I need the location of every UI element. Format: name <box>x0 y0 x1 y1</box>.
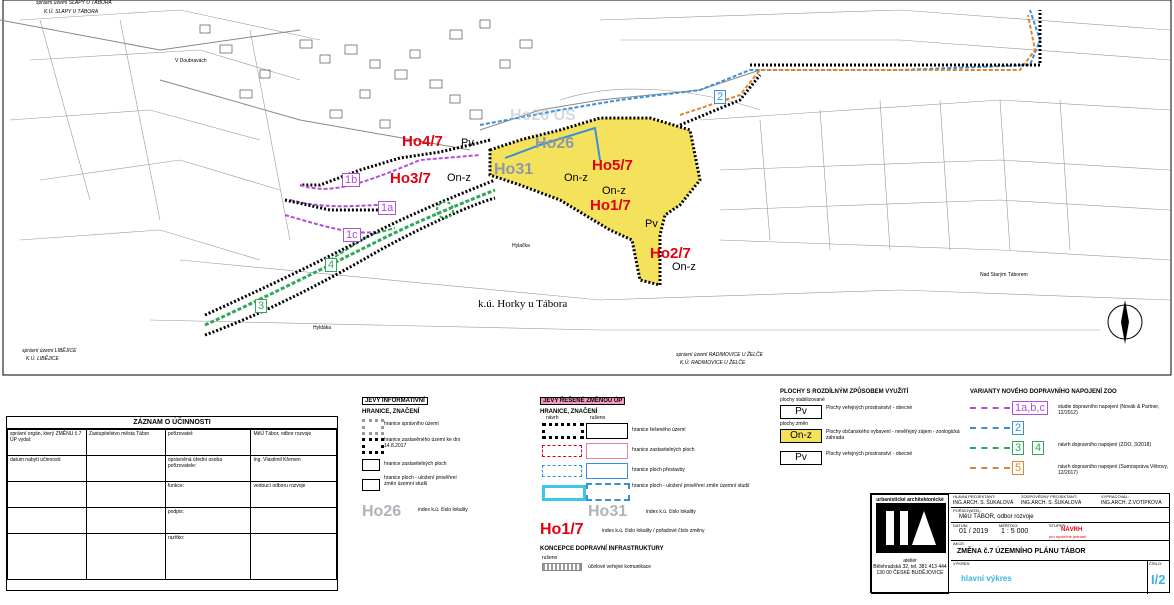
record-cell <box>251 534 337 580</box>
vykres: hlavní výkres <box>961 574 1012 583</box>
record-cell: datum nabytí účinnosti: <box>8 456 87 482</box>
badge-4: 4 <box>325 258 337 272</box>
place-hyldaka: Hyldáka <box>313 325 332 331</box>
firm-name: urbanistické architektonické <box>876 497 944 503</box>
h-datum: DATUM: <box>953 523 969 528</box>
legend-index-sample: Ho26 <box>362 503 402 520</box>
badge-1a: 1a <box>378 201 396 215</box>
legend-item: hranice zastavěného území ke dni 14.8.2017 <box>384 437 460 449</box>
legend-badge-3: 3 <box>1012 441 1024 455</box>
record-row <box>8 508 337 534</box>
record-cell: funkce: <box>165 482 251 508</box>
legend-infra-title: KONCEPCE DOPRAVNÍ INFRASTRUKTURY <box>540 546 664 552</box>
h-vykres: VÝKRES: <box>953 561 971 566</box>
record-cell <box>8 508 87 534</box>
use-code-onz: On-z <box>780 429 822 443</box>
legend-swatch <box>542 563 582 571</box>
badge-2: 2 <box>714 90 726 104</box>
legend-swatch <box>362 459 380 471</box>
h-zodp: ZODPOVĚDNÝ PROJEKTANT: <box>1021 494 1077 499</box>
locality-ho31: Ho31 <box>494 161 534 178</box>
legend-swatch <box>970 427 1010 429</box>
legend-swatch <box>970 467 1010 469</box>
akce: ZMĚNA č.7 ÚZEMNÍHO PLÁNU TÁBOR <box>957 548 1086 555</box>
firm-logo-icon <box>876 503 946 553</box>
record-cell: správní orgán, který ZMĚNU č.7 ÚP vydal: <box>8 430 87 456</box>
use-onz-1: On-z <box>447 172 471 184</box>
record-cell <box>8 482 87 508</box>
record-cell: MěÚ Tábor, odbor rozvoje <box>251 430 337 456</box>
legend-swatch <box>586 463 628 479</box>
record-row <box>8 456 337 482</box>
record-cell <box>86 534 165 580</box>
legend-index-sample-2: Ho31 <box>588 503 628 520</box>
legend-uses-title: PLOCHY S ROZDÍLNÝM ZPŮSOBEM VYUŽITÍ <box>780 389 909 395</box>
locality-ho2: Ho2/7 <box>650 245 691 262</box>
variant-text: studie dopravního napojení (Novák & Partner, 12/2012) <box>1058 404 1160 416</box>
firm-logo-box <box>871 494 949 594</box>
stupen-sub: pro společné jednání <box>1049 534 1087 539</box>
variant-5-line <box>680 15 1035 115</box>
label-slapy-top: správní území SLAPY U TÁBORA <box>36 0 112 6</box>
legend-swatch <box>970 407 1010 409</box>
cislo: I/2 <box>1151 572 1166 587</box>
legend-badge-4: 4 <box>1032 441 1044 455</box>
variant-1c-line <box>285 215 375 233</box>
legend-infra-sub: rušeno <box>542 555 558 561</box>
legend-info-title: JEVY INFORMATIVNÍ <box>362 397 428 405</box>
record-row <box>8 482 337 508</box>
legend-change-sample: Ho1/7 <box>540 521 584 538</box>
record-cell <box>86 482 165 508</box>
zodp: ING.ARCH. S. ŠUKALOVÁ <box>1021 500 1082 506</box>
legend-swatch <box>586 483 630 501</box>
variant-text: návrh dopravního napojení (Samospráva Větrovy, 12/2017) <box>1058 464 1168 476</box>
use-text: Plochy veřejných prostranství - obecné <box>826 405 913 411</box>
stupen: NÁVRH <box>1061 527 1083 533</box>
h-porizovatel: POŘIZOVATEL: <box>953 508 982 513</box>
record-cell: pořizovatel: <box>165 430 251 456</box>
legend-change-title: JEVY ŘEŠENÉ ZMĚNOU ÚP <box>540 397 625 405</box>
porizovatel: MěÚ TÁBOR, odbor rozvoje <box>959 514 1034 520</box>
record-title: ZÁZNAM O ÚČINNOSTI <box>7 417 337 429</box>
locality-ho5: Ho5/7 <box>592 157 633 174</box>
road-boundary-top <box>205 180 495 315</box>
label-radimovice-bottom: K.Ú. RADIMOVICE U ŽELČE <box>680 360 746 366</box>
locality-ho3: Ho3/7 <box>390 170 431 187</box>
firm-studio: ateliér <box>903 558 917 564</box>
variant-text: návrh dopravního napojení (ZOO, 3/2018) <box>1058 442 1152 448</box>
record-cell: Zastupitelstvo města Tábor <box>86 430 165 456</box>
use-text: Plochy veřejných prostranství - obecné <box>826 451 913 457</box>
north-arrow-icon <box>1108 300 1142 344</box>
record-cell <box>86 456 165 482</box>
legend-index-text-2: index k.ú. číslo lokality <box>646 509 696 515</box>
legend-infra-item: účelové veřejné komunikace <box>588 564 652 570</box>
label-libejice-top: správní území LIBĚJICE <box>22 348 77 354</box>
label-radimovice-top: správní území RADIMOVICE U ŽELČE <box>676 352 763 358</box>
record-cell <box>251 508 337 534</box>
place-hylacka: Hylačka <box>512 243 530 249</box>
use-onz-4: On-z <box>672 261 696 273</box>
projektant: ING.ARCH. S. ŠUKALOVÁ <box>953 500 1014 506</box>
use-pv-1: Pv <box>461 137 474 149</box>
legend-item: hranice zastavitelných ploch <box>384 461 447 467</box>
legend-variants-title: VARIANTY NOVÉHO DOPRAVNÍHO NAPOJENÍ ZOO <box>970 389 1117 395</box>
legend-item: hranice ploch - uložení prověření změn územní studií <box>632 483 750 489</box>
legend-info <box>362 389 532 525</box>
record-cell: Ing. Vlastimil Křemen <box>251 456 337 482</box>
legend-swatch <box>542 485 586 501</box>
legend-swatch <box>970 447 1010 449</box>
legend-item: hranice ploch - uložení prověření změn územní studií <box>384 475 457 487</box>
legend-uses <box>780 389 970 485</box>
legend-uses-change: plochy změn <box>780 421 809 427</box>
locality-ho26-faded: Ho26 US <box>510 107 576 124</box>
badge-1c: 1c <box>343 228 361 242</box>
use-pv-2: Pv <box>645 218 658 230</box>
h-projektant: HLAVNÍ PROJEKTANT: <box>953 494 996 499</box>
locality-ho1: Ho1/7 <box>590 197 631 214</box>
record-cell: vedoucí odboru rozvoje <box>251 482 337 508</box>
firm-address: Bělehradská 32, tel. 381 413 444 130 00 ČESKÉ BUDĚJOVICE <box>873 564 947 576</box>
vypracoval: ING.ARCH. Z.VOTÍPKOVÁ <box>1101 500 1162 506</box>
legend-col-cancel: rušeno <box>590 415 606 421</box>
legend-item: hranice správního území <box>384 421 439 427</box>
title-block <box>870 493 1170 593</box>
locality-ho4: Ho4/7 <box>402 133 443 150</box>
legend-swatch <box>586 443 628 459</box>
record-cell: oprávněná úřední osoba pořizovatele: <box>165 456 251 482</box>
divider <box>951 507 1169 508</box>
use-code-pv: Pv <box>780 405 822 419</box>
use-text: Plochy občanského vybavení - nevěřejný zájem - zoologická zahrada <box>826 429 960 441</box>
record-cell: podpis: <box>165 508 251 534</box>
divider <box>951 540 1169 541</box>
variant-3-line <box>205 190 495 325</box>
legend-change-text: index k.ú. číslo lokality / pořadové číslo změny <box>602 528 705 534</box>
legend-item: hranice ploch přestavby <box>632 467 685 473</box>
meritko: 1 : 5 000 <box>1001 528 1029 535</box>
legend-badge-2: 2 <box>1012 421 1024 435</box>
place-nad-starym: Nad Starým Táborem <box>980 272 1028 278</box>
title-fields <box>951 494 1169 594</box>
dotted-boundary-3 <box>750 10 1040 65</box>
legend-change-subtitle: HRANICE, ZNAČENÍ <box>540 409 598 415</box>
place-doubravice: V Doubravách <box>175 58 207 64</box>
record-box <box>6 416 338 591</box>
h-akce: AKCE: <box>953 541 966 546</box>
legend-swatch <box>586 423 628 439</box>
legend-swatch <box>362 438 384 454</box>
use-onz-2: On-z <box>564 172 588 184</box>
badge-1b: 1b <box>342 173 360 187</box>
legend-info-subtitle: HRANICE, ZNAČENÍ <box>362 409 420 415</box>
use-code-pv-2: Pv <box>780 451 822 465</box>
legend-variants <box>970 389 1170 490</box>
use-onz-3: On-z <box>602 185 626 197</box>
legend-swatch <box>542 423 584 439</box>
h-cislo: ČÍSLO: <box>1149 561 1163 566</box>
record-row <box>8 430 337 456</box>
legend-badge-5: 5 <box>1012 461 1024 475</box>
legend-col-new: návrh <box>546 415 559 421</box>
badge-3: 3 <box>255 299 267 313</box>
legend-item: hranice řešeného území <box>632 427 686 433</box>
legend-swatch <box>542 445 582 457</box>
legend-swatch <box>362 419 384 435</box>
h-stupen: STUPEŇ: <box>1049 523 1067 528</box>
label-libejice-bottom: K.Ú. LIBĚJICE <box>26 356 59 362</box>
datum: 01 / 2019 <box>959 528 989 535</box>
village-blocks <box>200 20 532 128</box>
divider <box>1147 560 1148 594</box>
record-row <box>8 534 337 580</box>
legend-swatch <box>542 465 582 477</box>
legend-uses-stab: plochy stabilizované <box>780 397 825 403</box>
record-cell <box>8 534 87 580</box>
legend-badge-1abc: 1a,b,c <box>1012 401 1048 415</box>
record-cell: razítko: <box>165 534 251 580</box>
record-cell <box>86 508 165 534</box>
label-slapy-bottom: K.Ú. SLAPY U TÁBORA <box>44 9 99 15</box>
variant-1a-line <box>290 200 380 206</box>
h-vypracoval: VYPRACOVAL: <box>1101 494 1129 499</box>
divider <box>951 560 1169 561</box>
legend-item: hranice zastavitelných ploch <box>632 447 695 453</box>
place-ku-horky: k.ú. Horky u Tábora <box>478 298 568 310</box>
legend-swatch <box>362 479 380 491</box>
legend-change <box>540 389 770 605</box>
h-meritko: MĚŘÍTKO: <box>999 523 1019 528</box>
locality-ho26: Ho26 <box>535 135 575 152</box>
legend-index-text: index k.ú. číslo lokality <box>418 507 468 513</box>
record-table <box>7 429 337 580</box>
